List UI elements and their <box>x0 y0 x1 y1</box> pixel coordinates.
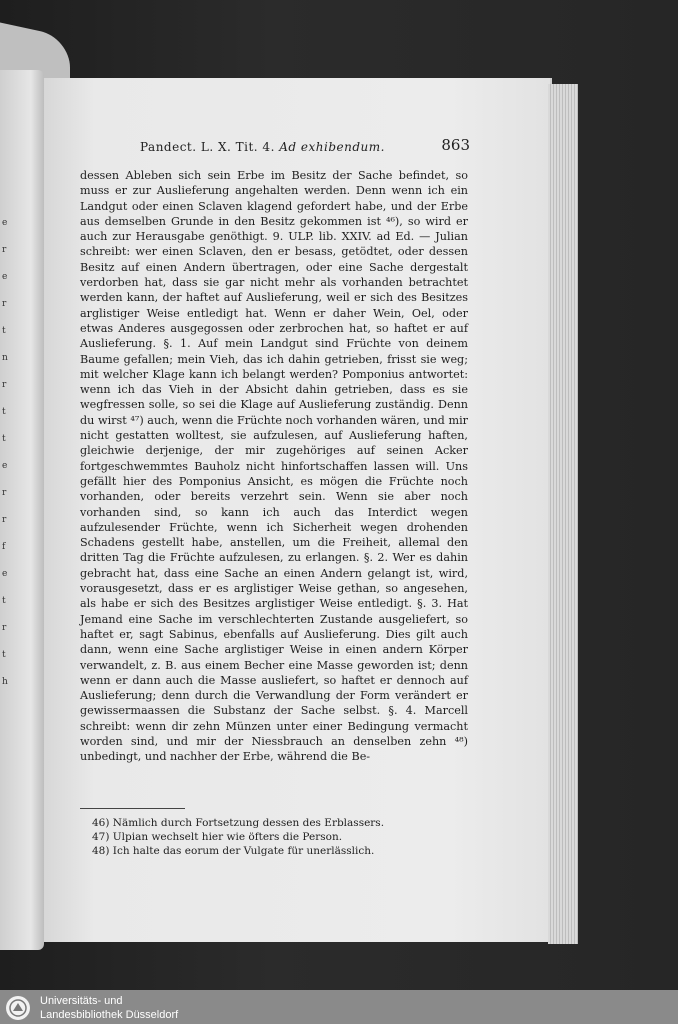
left-page-letter: r <box>2 515 7 525</box>
left-page-letters <box>2 210 14 696</box>
footnote-48: 48) Ich halte das eorum der Vulgate für unerlässlich. <box>92 845 375 857</box>
page-number: 863 <box>441 136 470 154</box>
left-page-letter: t <box>2 434 6 444</box>
library-logo-icon <box>6 996 30 1020</box>
main-paragraph: dessen Ableben sich sein Erbe im Besitz der Sache befindet, so muss er zur Auslieferung angehalten werden. Denn wenn ich ein Landgut oder einen Sclaven klagend gefordert habe, und der Erbe aus demselben Grunde in den Besitz gekommen ist ⁴⁶), so wird er auch zur Herausgabe genöthigt. 9. ULP. lib. XXIV. ad Ed. — Julian schreibt: wer einen Sclaven, den er besass, getödtet, oder dessen Besitz auf einen Andern übertragen, oder eine Sache dergestalt verdorben hat, dass sie gar nicht mehr als vorhanden betrachtet werden kann, der haftet auf Auslieferung, weil er sich des Besitzes arglistiger Weise entledigt hat. Wenn er daher Wein, Oel, oder etwas Anderes ausgegossen oder zerbrochen hat, so haftet er auf Auslieferung. §. 1. Auf mein Landgut sind Früchte von deinem Baume gefallen; mein Vieh, das ich dahin getrieben, frisst sie weg; mit welcher Klage kann ich belangt werden? Pomponius antwortet: wenn ich das Vieh in der Absicht dahin getrieben, dass es sie wegfressen solle, so sei die Klage auf Auslieferung zuständig. Denn du wirst ⁴⁷) auch, wenn die Früchte noch vorhanden wären, und mir nicht gestatten wolltest, sie aufzulesen, auf Auslieferung haften, gleichwie derjenige, der mir zugehöriges auf seinen Acker fortgeschwemmtes Bauholz nicht hinfortschaffen lassen will. Uns gefällt hier des Pomponius Ansicht, es mögen die Früchte noch vorhanden, oder bereits verzehrt sein. Wenn sie aber noch vorhanden sind, so kann ich auch das Interdict wegen aufzulesender Früchte, wenn ich Sicherheit wegen drohenden Schadens gestellt habe, anstellen, um die Freiheit, allemal den dritten Tag die Früchte aufzulesen, zu erlangen. §. 2. Wer es dahin gebracht hat, dass eine Sache an einen Andern gelangt ist, wird, vorausgesetzt, dass er es arglistiger Weise gethan, so angesehen, als habe er sich des Besitzes arglistiger Weise entledigt. §. 3. Hat Jemand eine Sache im verschlechterten Zustande ausgeliefert, so haftet er, sagt Sabinus, ebenfalls auf Auslieferung. Dies gilt auch dann, wenn eine Sache arglistiger Weise in einen andern Körper verwandelt, z. B. aus einem Becher eine Masse geworden ist; denn wenn er dann auch die Masse ausliefert, so haftet er dennoch auf Auslieferung; denn durch die Verwandlung der Form verändert er gewissermaassen die Substanz der Sache selbst. §. 4. Marcell schreibt: wenn dir zehn Münzen unter einer Bedingung vermacht worden sind, und mir der Niessbrauch an denselben zehn ⁴⁸) unbedingt, und nachher der Erbe, während die Be- <box>80 169 468 764</box>
left-page-letter: n <box>2 353 8 363</box>
running-title-italic: Ad exhibendum. <box>279 140 385 154</box>
left-page-letter: f <box>2 542 6 552</box>
left-page-letter: t <box>2 407 6 417</box>
main-text <box>80 168 468 765</box>
left-page-letter: e <box>2 461 8 471</box>
library-name-line2: Landesbibliothek Düsseldorf <box>40 1009 179 1021</box>
left-page-edge <box>0 70 44 950</box>
footnote-46: 46) Nämlich durch Fortsetzung dessen des Erblassers. <box>92 817 385 829</box>
left-page-letter: t <box>2 650 6 660</box>
left-page-letter: t <box>2 326 6 336</box>
left-page-letter: e <box>2 569 8 579</box>
left-page-letter: t <box>2 596 6 606</box>
footnote-47: 47) Ulpian wechselt hier wie öfters die Person. <box>92 831 343 843</box>
library-name <box>40 994 178 1022</box>
footnote-divider <box>80 808 185 809</box>
page-stack-edge <box>548 84 578 944</box>
footnotes <box>92 816 472 858</box>
left-page-letter: r <box>2 623 7 633</box>
left-page-letter: r <box>2 245 7 255</box>
page-header <box>100 136 470 156</box>
left-page-letter: r <box>2 488 7 498</box>
left-page-letter: h <box>2 677 8 687</box>
running-title-text: Pandect. L. X. Tit. 4. <box>140 140 275 154</box>
left-page-letter: r <box>2 299 7 309</box>
library-name-line1: Universitäts- und <box>40 995 123 1007</box>
running-title <box>140 140 385 154</box>
left-page-letter: e <box>2 272 8 282</box>
left-page-letter: r <box>2 380 7 390</box>
left-page-letter: e <box>2 218 8 228</box>
